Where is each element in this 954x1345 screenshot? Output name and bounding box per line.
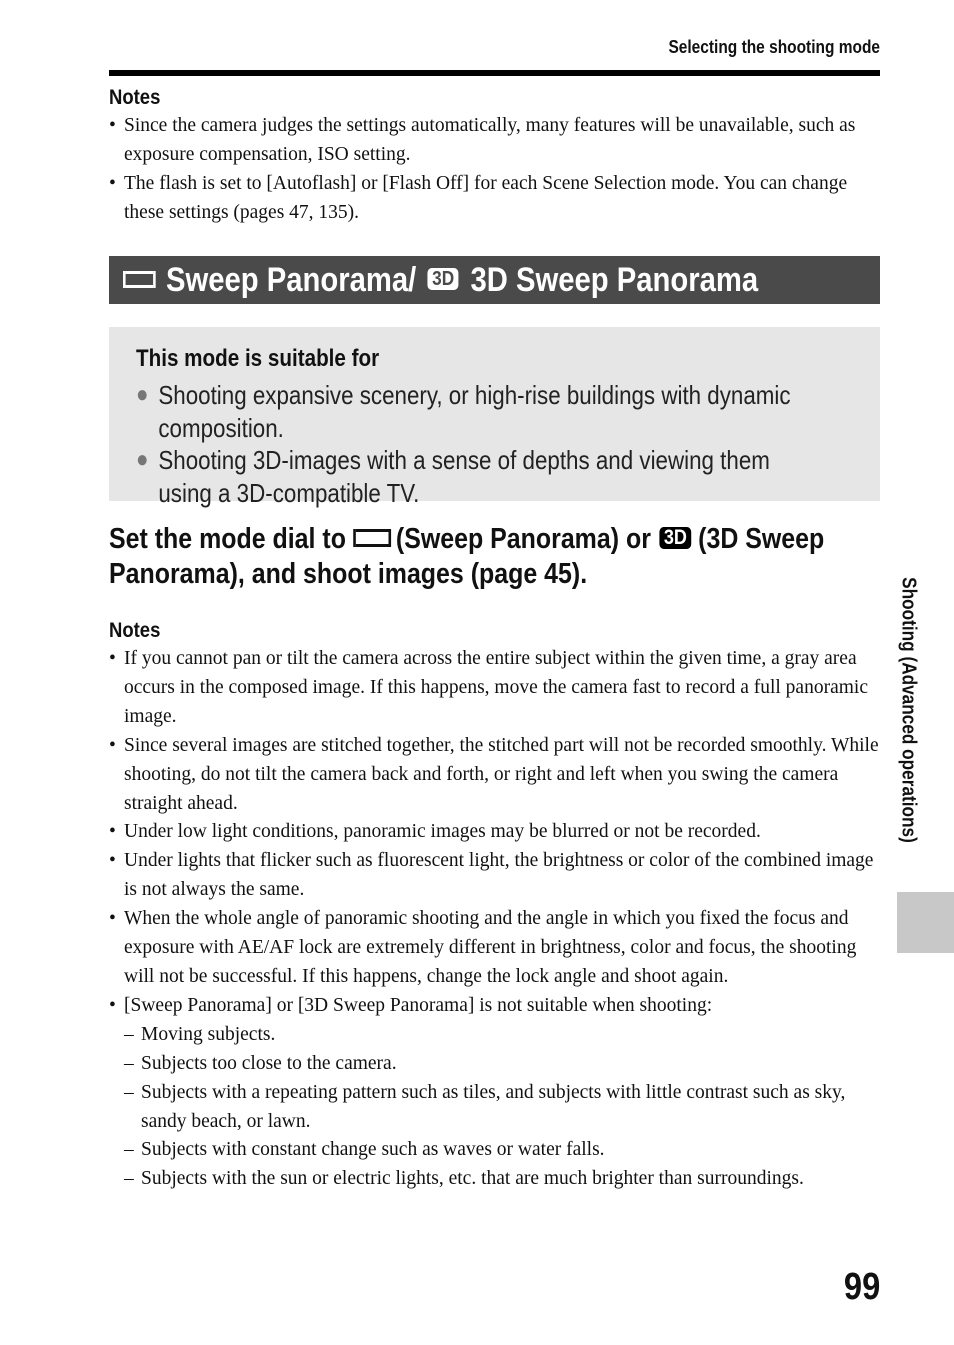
suitable-for-title: This mode is suitable for (136, 345, 380, 372)
3d-sweep-panorama-icon: 3D (660, 527, 692, 549)
side-tab-marker (897, 892, 954, 953)
sub-list-item: – Subjects with constant change such as waves or water falls. (124, 1136, 880, 1165)
sub-list-item: – Subjects too close to the camera. (124, 1050, 880, 1079)
list-item (109, 992, 880, 1194)
section-heading-bar (109, 256, 880, 304)
3d-sweep-panorama-icon: 3D (428, 268, 459, 290)
list-item: ● Shooting 3D-images with a sense of depths and viewing them using a 3D-compatible TV. (136, 444, 815, 509)
list-item: • The flash is set to [Autoflash] or [Flash Off] for each Scene Selection mode. You can change these settings (pages 47, 135). (109, 170, 880, 228)
side-tab-label: Shooting (Advanced operations) (897, 577, 920, 843)
section-title-part: Sweep Panorama/ (166, 261, 417, 299)
list-item: • If you cannot pan or tilt the camera across the entire subject within the given time, a gray area occurs in the composed image. If this happens, move the camera fast to record a full panoramic image. (109, 645, 880, 732)
list-item: • Since the camera judges the settings automatically, many features will be unavailable, such as exposure compensation, ISO setting. (109, 112, 880, 170)
step-text: (3D Sweep Panorama), and shoot images (page 45). (109, 523, 825, 590)
list-item: ● Shooting expansive scenery, or high-rise buildings with dynamic composition. (136, 379, 815, 444)
sweep-panorama-icon (123, 271, 156, 288)
step-instruction (109, 522, 883, 592)
notes-heading: Notes (109, 619, 161, 642)
list-item-text: [Sweep Panorama] or [3D Sweep Panorama] is not suitable when shooting: (124, 994, 713, 1016)
section-title-part: 3D Sweep Panorama (470, 261, 759, 299)
suitable-for-box (109, 327, 880, 508)
suitable-for-list (136, 379, 815, 509)
sub-list-item: – Subjects with the sun or electric lights, etc. that are much brighter than surroundings. (124, 1165, 880, 1194)
notes-list (109, 112, 880, 228)
step-text: (Sweep Panorama) or (395, 523, 651, 555)
header-rule (109, 70, 880, 76)
page-number: 99 (843, 1266, 880, 1308)
notes-list (109, 645, 880, 1194)
list-item: • Under low light conditions, panoramic images may be blurred or not be recorded. (109, 818, 880, 847)
sub-list-item: – Moving subjects. (124, 1021, 880, 1050)
list-item: • Under lights that flicker such as fluorescent light, the brightness or color of the combined image is not always the same. (109, 847, 880, 905)
sub-list (124, 1021, 880, 1194)
list-item: • When the whole angle of panoramic shooting and the angle in which you fixed the focus and exposure with AE/AF lock are extremely different in brightness, color and focus, the shooting will not be successful. If this happens, change the lock angle and shoot again. (109, 905, 880, 992)
list-item: • Since several images are stitched together, the stitched part will not be recorded smoothly. While shooting, do not tilt the camera back and forth, or right and left when you swing the camera straight ahead. (109, 732, 880, 819)
step-text: Set the mode dial to (109, 523, 346, 555)
sweep-panorama-icon (353, 529, 391, 547)
running-header: Selecting the shooting mode (668, 37, 880, 57)
notes-heading: Notes (109, 86, 161, 109)
sub-list-item: – Subjects with a repeating pattern such as tiles, and subjects with little contrast such as sky, sandy beach, or lawn. (124, 1079, 880, 1137)
